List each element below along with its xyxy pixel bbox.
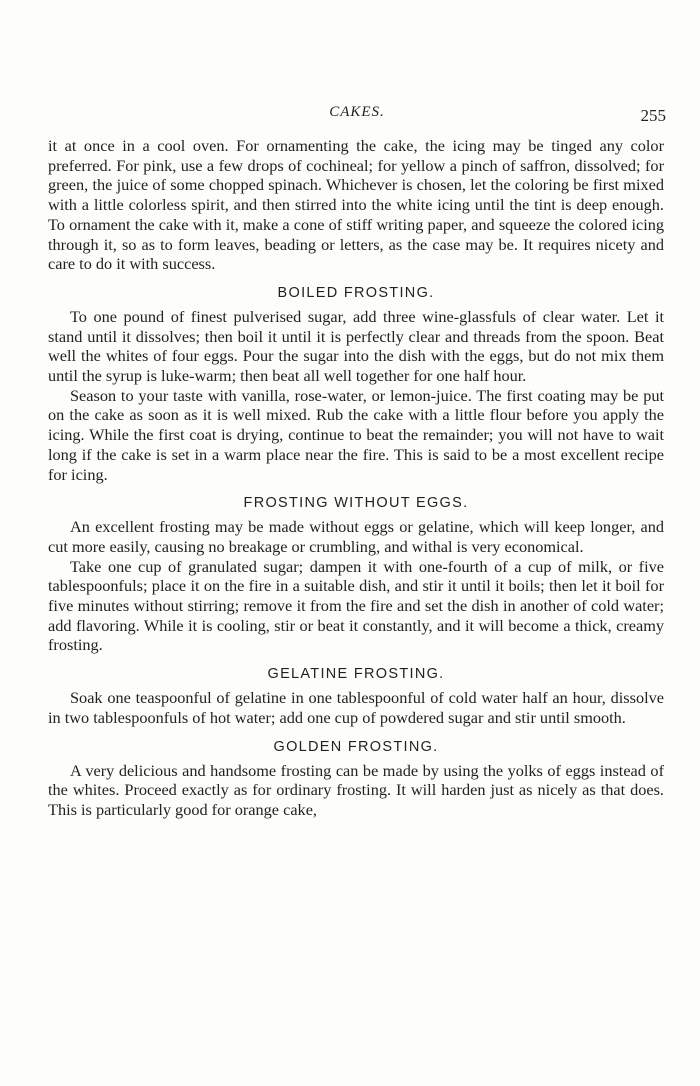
heading-boiled-frosting: BOILED FROSTING. — [277, 284, 435, 301]
heading-frosting-without-eggs: FROSTING WITHOUT EGGS. — [243, 495, 469, 512]
paragraph: A very delicious and handsome frosting can be made by using the yolks of eggs instead of the whites. Proceed exactly as for ordinary frosting. It will harden just as nicely as that does. This is particularly good for orange cake, — [48, 760, 664, 819]
paragraph: An excellent frosting may be made without eggs or gelatine, which will keep longer, and cut more easily, causing no breakage or crumbling, and withal is very economical. — [48, 517, 664, 556]
paragraph: Soak one teaspoonful of gelatine in one tablespoonful of cold water half an hour, dissolve in two tablespoonfuls of hot water; add one cup of powdered sugar and stir until smooth. — [48, 688, 664, 727]
paragraph: To one pound of finest pulverised sugar, add three wine-glassfuls of clear water. Let it stand until it dissolves; then boil it until it is perfectly clear and threads from the spoon. Beat well the whites of four eggs. Pour the sugar into the dish with the eggs, but do not mix them until the syrup is luke-warm; then beat all well together for one half hour. — [48, 306, 664, 386]
heading-gelatine-frosting: GELATINE FROSTING. — [267, 666, 445, 683]
running-title: CAKES. — [329, 104, 385, 120]
paragraph: Take one cup of granulated sugar; dampen it with one-fourth of a cup of milk, or five tablespoonfuls; place it on the fire in a suitable dish, and stir it until it boils; then let it boil for five minutes without stirring; remove it from the fire and set the dish in another of cold water; add flavoring. While it is cooling, stir or beat it constantly, and it will become a thick, creamy frosting. — [48, 556, 664, 655]
running-head — [48, 104, 666, 128]
continued-paragraph: it at once in a cool oven. For ornamenting the cake, the icing may be tinged any color preferred. For pink, use a few drops of cochineal; for yellow a pinch of saffron, dissolved; for green, the juice of some chopped spinach. Whichever is chosen, let the coloring be first mixed with a little colorless spirit, and then stirred into the white icing until the tint is deep enough. To ornament the cake with it, make a cone of stiff writing paper, and squeeze the colored icing through it, so as to form leaves, beading or letters, as the case may be. It requires nicety and care to do it with success. — [48, 136, 664, 274]
paragraph: Season to your taste with vanilla, rose-water, or lemon-juice. The first coating may be put on the cake as soon as it is well mixed. Rub the cake with a little flour before you apply the icing. While the first coat is drying, continue to beat the remainder; you will not have to wait long if the cake is set in a warm place near the fire. This is said to be a most excellent recipe for icing. — [48, 385, 664, 484]
heading-golden-frosting: GOLDEN FROSTING. — [273, 738, 439, 755]
page-body — [48, 136, 664, 820]
page-number: 255 — [640, 106, 666, 125]
